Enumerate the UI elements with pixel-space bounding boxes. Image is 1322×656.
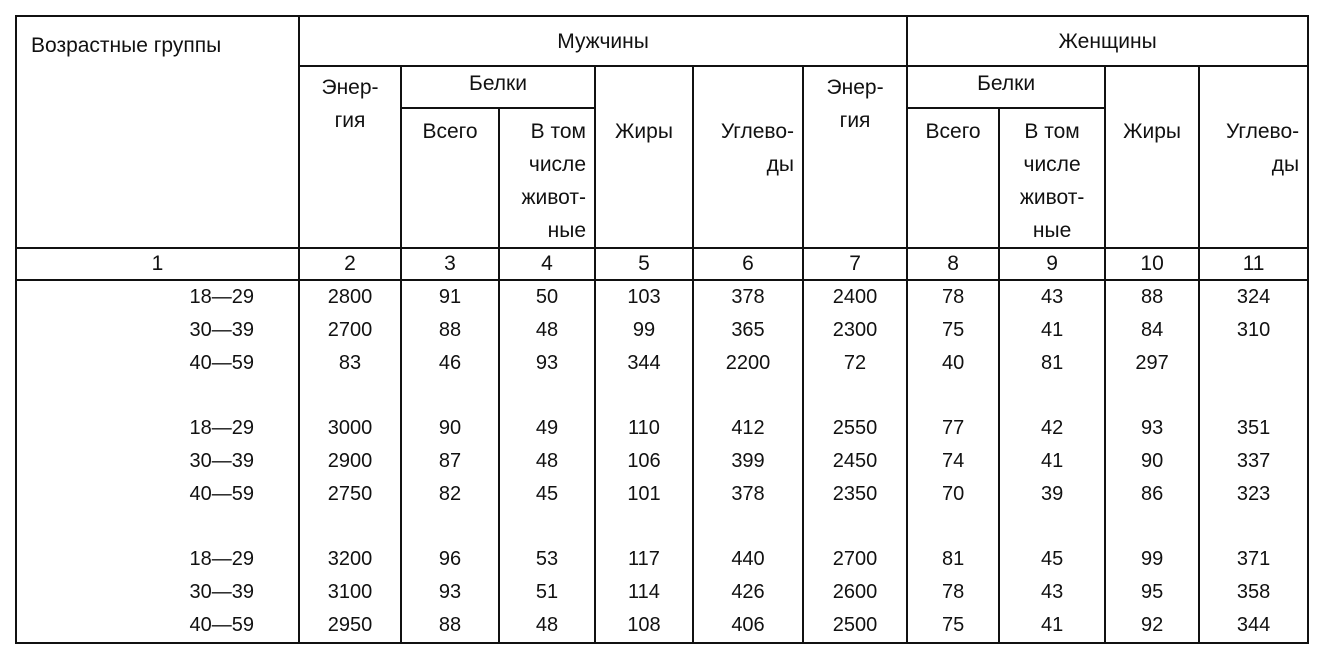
empty-cell [693, 380, 803, 412]
value-cell: 2500 [803, 609, 907, 643]
value-cell: 75 [907, 609, 999, 643]
column-number: 9 [999, 248, 1105, 280]
value-cell: 48 [499, 445, 595, 478]
column-number: 6 [693, 248, 803, 280]
value-cell: 440 [693, 543, 803, 576]
table-row [16, 314, 1308, 347]
age-groups-header: Возрастные группы [16, 16, 299, 248]
value-cell: 78 [907, 280, 999, 314]
value-cell: 91 [401, 280, 499, 314]
value-cell: 82 [401, 478, 499, 511]
value-cell: 78 [907, 576, 999, 609]
women-fats-header: Жиры [1105, 66, 1199, 248]
value-cell: 50 [499, 280, 595, 314]
value-cell: 378 [693, 478, 803, 511]
column-number: 5 [595, 248, 693, 280]
empty-cell [401, 380, 499, 412]
value-cell: 351 [1199, 412, 1308, 445]
value-cell: 412 [693, 412, 803, 445]
empty-cell [299, 380, 401, 412]
age-group-cell: 30—39 [16, 576, 299, 609]
table-row [16, 609, 1308, 643]
value-cell: 3000 [299, 412, 401, 445]
age-group-cell: 18—29 [16, 412, 299, 445]
age-group-cell: 40—59 [16, 609, 299, 643]
value-cell: 2900 [299, 445, 401, 478]
men-proteins-total-header: Всего [401, 108, 499, 248]
empty-cell [999, 380, 1105, 412]
value-cell: 45 [499, 478, 595, 511]
women-proteins-animal-header: В том числе живот- ные [999, 108, 1105, 248]
value-cell: 2450 [803, 445, 907, 478]
value-cell: 378 [693, 280, 803, 314]
column-number: 11 [1199, 248, 1308, 280]
value-cell: 3100 [299, 576, 401, 609]
men-proteins-header: Белки [401, 66, 595, 108]
value-cell: 75 [907, 314, 999, 347]
value-cell: 48 [499, 609, 595, 643]
value-cell: 323 [1199, 478, 1308, 511]
value-cell: 41 [999, 609, 1105, 643]
value-cell: 297 [1105, 347, 1199, 380]
men-header: Мужчины [299, 16, 907, 66]
value-cell: 72 [803, 347, 907, 380]
empty-cell [803, 380, 907, 412]
column-number: 8 [907, 248, 999, 280]
empty-cell [1199, 380, 1308, 412]
nutrition-norms-table [15, 15, 1309, 644]
women-energy-header: Энер- гия [803, 66, 907, 248]
empty-cell [693, 511, 803, 543]
table-body [16, 280, 1308, 643]
value-cell: 88 [1105, 280, 1199, 314]
value-cell: 70 [907, 478, 999, 511]
value-cell: 344 [595, 347, 693, 380]
value-cell: 39 [999, 478, 1105, 511]
value-cell: 51 [499, 576, 595, 609]
value-cell: 2700 [803, 543, 907, 576]
age-group-cell: 30—39 [16, 314, 299, 347]
value-cell: 95 [1105, 576, 1199, 609]
age-group-cell: 40—59 [16, 478, 299, 511]
value-cell: 337 [1199, 445, 1308, 478]
empty-cell [1105, 511, 1199, 543]
value-cell: 110 [595, 412, 693, 445]
empty-cell [499, 380, 595, 412]
value-cell: 358 [1199, 576, 1308, 609]
value-cell: 53 [499, 543, 595, 576]
value-cell: 43 [999, 576, 1105, 609]
value-cell: 40 [907, 347, 999, 380]
empty-cell [1199, 511, 1308, 543]
value-cell: 41 [999, 314, 1105, 347]
empty-cell [803, 511, 907, 543]
column-number: 1 [16, 248, 299, 280]
women-carbs-header: Углево- ды [1199, 66, 1308, 248]
value-cell: 344 [1199, 609, 1308, 643]
empty-cell [595, 511, 693, 543]
value-cell: 46 [401, 347, 499, 380]
table-row [16, 543, 1308, 576]
empty-cell [907, 511, 999, 543]
age-group-cell: 30—39 [16, 445, 299, 478]
table-row [16, 445, 1308, 478]
age-group-cell: 18—29 [16, 543, 299, 576]
value-cell: 2600 [803, 576, 907, 609]
value-cell: 42 [999, 412, 1105, 445]
value-cell: 84 [1105, 314, 1199, 347]
empty-cell [907, 380, 999, 412]
empty-cell [595, 380, 693, 412]
value-cell: 93 [499, 347, 595, 380]
value-cell: 106 [595, 445, 693, 478]
value-cell: 108 [595, 609, 693, 643]
value-cell: 49 [499, 412, 595, 445]
column-number: 10 [1105, 248, 1199, 280]
table-row [16, 576, 1308, 609]
value-cell: 48 [499, 314, 595, 347]
value-cell: 99 [1105, 543, 1199, 576]
women-proteins-total-header: Всего [907, 108, 999, 248]
value-cell: 81 [999, 347, 1105, 380]
empty-cell [499, 511, 595, 543]
column-number: 4 [499, 248, 595, 280]
empty-cell [16, 511, 299, 543]
column-numbers-row [16, 248, 1308, 280]
value-cell: 92 [1105, 609, 1199, 643]
men-proteins-animal-header: В том числе живот- ные [499, 108, 595, 248]
value-cell: 41 [999, 445, 1105, 478]
women-proteins-header: Белки [907, 66, 1105, 108]
value-cell: 406 [693, 609, 803, 643]
value-cell: 310 [1199, 314, 1308, 347]
value-cell: 74 [907, 445, 999, 478]
value-cell: 93 [1105, 412, 1199, 445]
value-cell [1199, 347, 1308, 380]
value-cell: 96 [401, 543, 499, 576]
value-cell: 2400 [803, 280, 907, 314]
value-cell: 426 [693, 576, 803, 609]
value-cell: 101 [595, 478, 693, 511]
value-cell: 87 [401, 445, 499, 478]
column-number: 3 [401, 248, 499, 280]
value-cell: 2550 [803, 412, 907, 445]
value-cell: 81 [907, 543, 999, 576]
empty-cell [999, 511, 1105, 543]
table-row [16, 347, 1308, 380]
value-cell: 2350 [803, 478, 907, 511]
value-cell: 2950 [299, 609, 401, 643]
value-cell: 365 [693, 314, 803, 347]
men-energy-header: Энер- гия [299, 66, 401, 248]
value-cell: 86 [1105, 478, 1199, 511]
value-cell: 88 [401, 314, 499, 347]
value-cell: 45 [999, 543, 1105, 576]
value-cell: 114 [595, 576, 693, 609]
value-cell: 117 [595, 543, 693, 576]
value-cell: 103 [595, 280, 693, 314]
value-cell: 90 [401, 412, 499, 445]
group-separator-row [16, 511, 1308, 543]
women-header: Женщины [907, 16, 1308, 66]
table-row [16, 280, 1308, 314]
value-cell: 2200 [693, 347, 803, 380]
value-cell: 43 [999, 280, 1105, 314]
value-cell: 90 [1105, 445, 1199, 478]
empty-cell [16, 380, 299, 412]
value-cell: 399 [693, 445, 803, 478]
value-cell: 83 [299, 347, 401, 380]
table-row [16, 478, 1308, 511]
value-cell: 2700 [299, 314, 401, 347]
nutrition-table-container [15, 15, 1307, 636]
group-separator-row [16, 380, 1308, 412]
value-cell: 2300 [803, 314, 907, 347]
column-number: 2 [299, 248, 401, 280]
empty-cell [299, 511, 401, 543]
value-cell: 77 [907, 412, 999, 445]
value-cell: 99 [595, 314, 693, 347]
age-group-cell: 40—59 [16, 347, 299, 380]
men-fats-header: Жиры [595, 66, 693, 248]
value-cell: 3200 [299, 543, 401, 576]
value-cell: 324 [1199, 280, 1308, 314]
value-cell: 2750 [299, 478, 401, 511]
column-number: 7 [803, 248, 907, 280]
table-header [16, 16, 1308, 280]
value-cell: 88 [401, 609, 499, 643]
men-carbs-header: Углево- ды [693, 66, 803, 248]
empty-cell [401, 511, 499, 543]
empty-cell [1105, 380, 1199, 412]
value-cell: 371 [1199, 543, 1308, 576]
value-cell: 93 [401, 576, 499, 609]
value-cell: 2800 [299, 280, 401, 314]
age-group-cell: 18—29 [16, 280, 299, 314]
table-row [16, 412, 1308, 445]
